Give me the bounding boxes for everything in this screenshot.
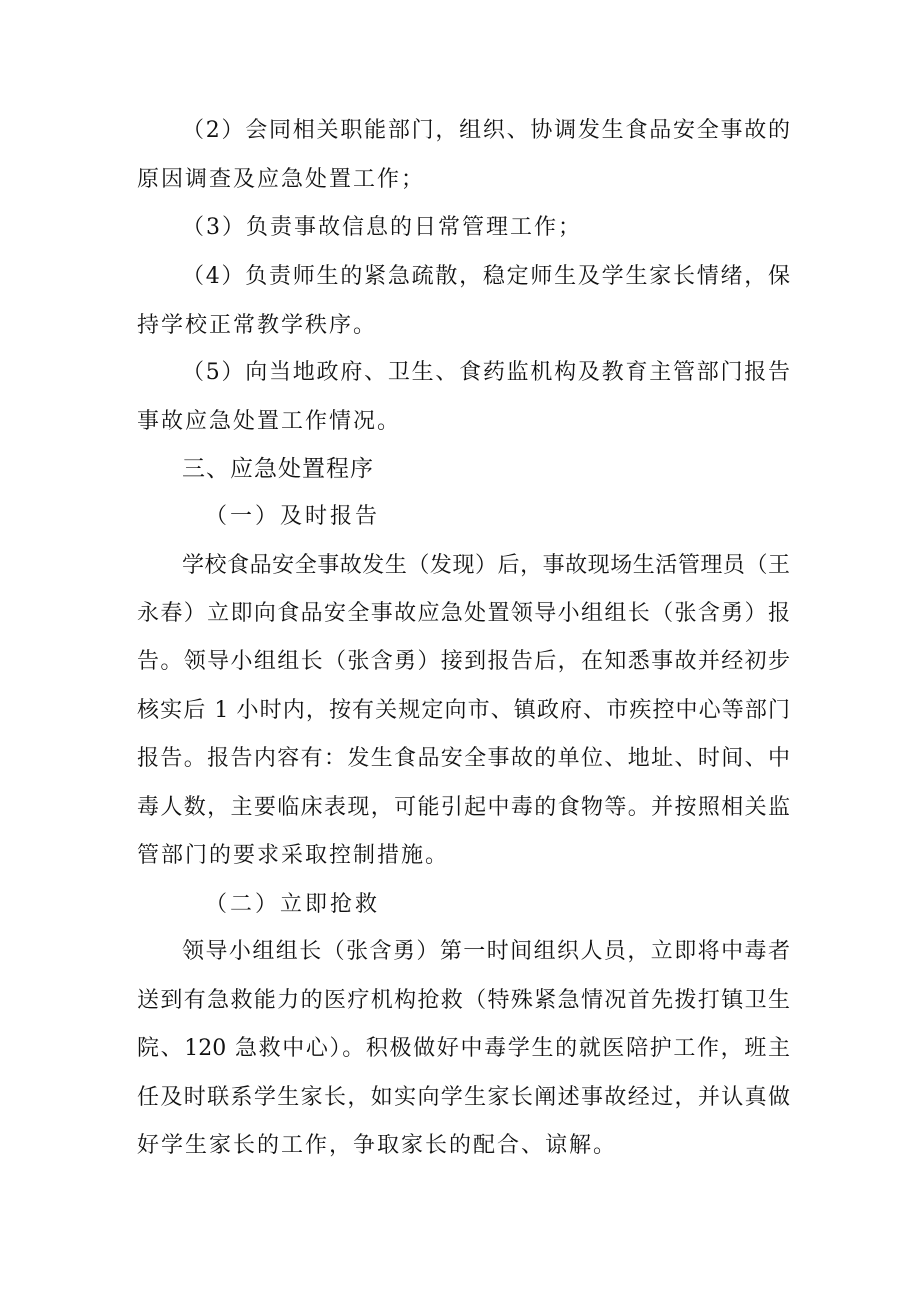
item-4-line-2: 持学校正常教学秩序。	[137, 313, 378, 338]
subsection-2-line-1: 领导小组组长（张含勇）第一时间组织人员，立即将中毒者	[182, 939, 790, 964]
section-3-heading: 三、应急处置程序	[182, 456, 374, 482]
subsection-1-line-6: 毒人数，主要临床表现，可能引起中毒的食物等。并按照相关监	[137, 795, 790, 820]
subsection-1-line-4: 核实后 1 小时内，按有关规定向市、镇政府、市疾控中心等部门	[137, 698, 790, 723]
subsection-1-line-2: 永春）立即向食品安全事故应急处置领导小组组长（张含勇）报	[137, 601, 790, 626]
item-5-line-1: （5）向当地政府、卫生、食药监机构及教育主管部门报告	[182, 360, 790, 385]
subsection-2-line-2: 送到有急救能力的医疗机构抢救（特殊紧急情况首先拨打镇卫生	[137, 988, 790, 1013]
item-2-line-1: （2）会同相关职能部门，组织、协调发生食品安全事故的	[182, 118, 790, 143]
subsection-1-line-7: 管部门的要求采取控制措施。	[137, 843, 450, 868]
subsection-2-line-4: 任及时联系学生家长，如实向学生家长阐述事故经过，并认真做	[137, 1085, 790, 1110]
item-4-line-1: （4）负责师生的紧急疏散，稳定师生及学生家长情绪，保	[182, 264, 790, 289]
subsection-2-line-5: 好学生家长的工作，争取家长的配合、谅解。	[137, 1133, 618, 1158]
subsection-2-line-3: 院、120 急救中心）。积极做好中毒学生的就医陪护工作，班主	[137, 1036, 790, 1061]
item-3-line-1: （3）负责事故信息的日常管理工作；	[182, 215, 582, 240]
item-5-line-2: 事故应急处置工作情况。	[137, 409, 402, 434]
item-2-line-2: 原因调查及应急处置工作；	[137, 167, 426, 192]
subsection-1-line-3: 告。领导小组组长（张含勇）接到报告后，在知悉事故并经初步	[137, 649, 790, 674]
subsection-1-line-5: 报告。报告内容有：发生食品安全事故的单位、地址、时间、中	[137, 746, 790, 771]
subsection-1-title: （一）及时报告	[205, 504, 381, 529]
subsection-2-title: （二）立即抢救	[205, 892, 381, 917]
subsection-1-line-1: 学校食品安全事故发生（发现）后，事故现场生活管理员（王	[182, 553, 790, 578]
